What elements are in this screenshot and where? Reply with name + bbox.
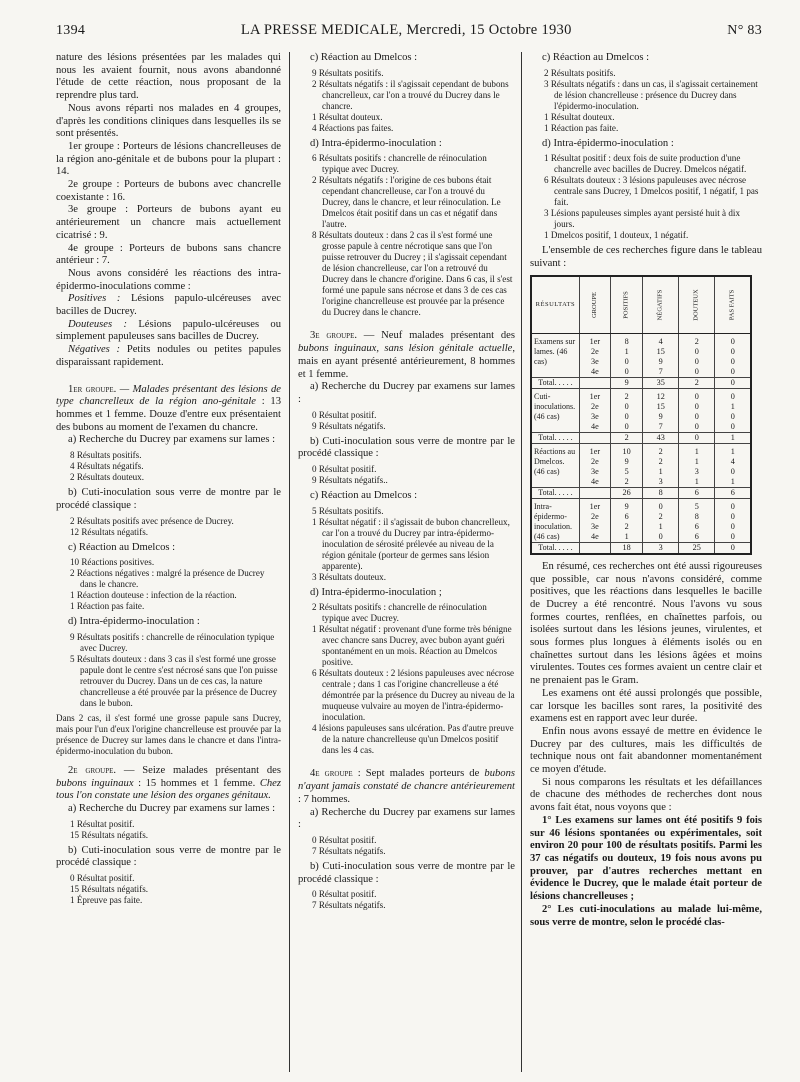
- table-cell: 4e: [579, 367, 610, 378]
- term: Douteuses :: [68, 318, 127, 330]
- table-cell: 4: [715, 457, 751, 467]
- definition: Lésions papulo-ulcéreuses ou simplement papuleuses sans bacilles de Ducrey.: [56, 318, 282, 343]
- table-cell: 25: [679, 542, 715, 554]
- subheading: c) Réaction au Dmelcos :: [68, 541, 176, 553]
- table-cell: 4: [643, 333, 679, 347]
- subheading: d) Intra-épidermo-inoculation :: [542, 137, 674, 149]
- list-item: 2 Résultats négatifs : l'origine de ces bubons était cependant chancrelleuse, car l'on a trouvé du Ducrey, dans le chancre, et leur réinoculation. Le Dmelcos était positif dans un cas et négatif dans l'autre.: [312, 175, 501, 230]
- paragraph: [530, 815, 762, 904]
- list-item: 0 Résultat positif.: [70, 873, 135, 884]
- subheading: c) Réaction au Dmelcos :: [310, 490, 418, 502]
- table-cell: 0: [715, 357, 751, 367]
- paragraph: 2e groupe : Porteurs de bubons avec chancrelle coexistante : 16.: [56, 179, 281, 203]
- subheading: b) Cuti-inoculation sous verre de montre par le procédé classique :: [298, 860, 515, 885]
- table-cell: 2: [679, 333, 715, 347]
- result-list: [312, 602, 515, 756]
- table-cell: 0: [679, 347, 715, 357]
- table-cell: 1: [679, 443, 715, 457]
- list-item: 8 Résultats positifs.: [70, 450, 142, 461]
- paragraph: [56, 344, 281, 369]
- columns: [56, 52, 762, 1072]
- table-cell: 4e: [579, 477, 610, 488]
- table-cell: 6: [679, 522, 715, 532]
- table-cell: 0: [679, 357, 715, 367]
- table-row: [531, 443, 751, 457]
- list-item: 0 Résultat positif.: [312, 464, 377, 475]
- list-item: 3 Résultats négatifs : dans un cas, il s'agissait certainement de lésion chancrelleuse : présence du Ducrey dans l'épidermo-inoculation.: [544, 78, 758, 111]
- group-label: 2e groupe.: [68, 764, 117, 776]
- group-desc: — Neuf malades présentant des: [357, 330, 515, 342]
- result-list: [312, 153, 515, 318]
- group-desc: bubons inguinaux, sans lésion génitale actuelle: [298, 343, 513, 355]
- list-item: 1 Réaction douteuse : infection de la réaction.: [70, 590, 237, 601]
- list-item: 9 Résultats positifs.: [312, 67, 384, 78]
- group-desc: bubons n'ayant jamais constaté de chancre antérieurement: [298, 768, 515, 793]
- table-cell: 1er: [579, 443, 610, 457]
- group-label: 1er groupe.: [68, 383, 117, 395]
- table-cell: 0: [715, 377, 751, 388]
- table-cell: 2: [679, 377, 715, 388]
- result-list: [70, 450, 281, 483]
- list-item: 2 Résultats positifs.: [544, 67, 616, 78]
- table-cell: 1: [610, 532, 642, 543]
- table-cell: 1: [715, 477, 751, 488]
- subheading: c) Réaction au Dmelcos :: [310, 52, 418, 63]
- table-cell: 0: [610, 367, 642, 378]
- table-cell: 1: [643, 522, 679, 532]
- table-cell: 9: [610, 457, 642, 467]
- table-cell: 0: [715, 467, 751, 477]
- table-cell: 3: [643, 542, 679, 554]
- term: Négatives :: [68, 344, 121, 356]
- table-cell: 10: [610, 443, 642, 457]
- subheading: d) Intra-épidermo-inoculation :: [68, 616, 200, 628]
- table-cell: 0: [715, 512, 751, 522]
- table-cell: 8: [610, 333, 642, 347]
- table-cell: 1er: [579, 498, 610, 512]
- result-list: [70, 873, 281, 906]
- table-row: [531, 498, 751, 512]
- table-cell: 0: [679, 422, 715, 433]
- table-cell: 0: [679, 402, 715, 412]
- table-cell: 2e: [579, 512, 610, 522]
- result-list: [544, 68, 762, 134]
- list-item: 1 Résultat positif : deux fois de suite production d'une chancrelle avec bacilles de Ducrey. Dmelcos négatif.: [544, 153, 747, 175]
- subheading: a) Recherche du Ducrey par examens sur lames :: [298, 806, 515, 831]
- table-body: [531, 333, 751, 554]
- subheading: b) Cuti-inoculation sous verre de montre par le procédé classique :: [56, 844, 281, 869]
- table-cell: 0: [715, 333, 751, 347]
- table-cell: 0: [643, 498, 679, 512]
- table-cell: 7: [643, 422, 679, 433]
- table-cell: 8: [643, 487, 679, 498]
- table-cell: 0: [679, 412, 715, 422]
- table-cell: 0: [715, 522, 751, 532]
- subheading: a) Recherche du Ducrey par examens sur lames :: [68, 434, 276, 446]
- table-cell: 0: [715, 542, 751, 554]
- result-list: [70, 632, 281, 709]
- list-item: 2 Résultats positifs avec présence de Ducrey.: [70, 515, 234, 526]
- table-total-row: [531, 542, 751, 554]
- group-count: : 15 hommes et 1 femme.: [133, 777, 260, 789]
- table-cell: 6: [679, 532, 715, 543]
- list-item: 1 Résultat négatif : provenant d'une forme très bénigne avec chancre sans Ducrey, avec bubon ayant guéri spontanément en un mois. Réaction au Dmelcos positive.: [312, 624, 512, 668]
- group-desc: bubons inguinaux: [56, 777, 134, 789]
- list-item: 3 Lésions papuleuses simples ayant persisté huit à dix jours.: [544, 208, 740, 230]
- column-2: [289, 52, 521, 1072]
- list-item: 5 Résultats positifs.: [312, 505, 384, 516]
- subheading: a) Recherche du Ducrey par examens sur lames :: [298, 381, 515, 405]
- table-total-row: [531, 432, 751, 443]
- table-cell: 1: [715, 432, 751, 443]
- list-item: 9 Résultats positifs : chancrelle de réinoculation typique avec Ducrey.: [70, 631, 275, 653]
- table-cell: [579, 542, 610, 554]
- table-cell: 1: [715, 402, 751, 412]
- table-header: RÉSULTATS: [531, 276, 579, 334]
- table-cell: 3e: [579, 412, 610, 422]
- table-header: PAS FAITS: [715, 276, 751, 334]
- subheading: b) Cuti-inoculation sous verre de montre par le procédé classique :: [298, 435, 515, 460]
- group-label: 4e groupe: [310, 768, 353, 780]
- group-label: 3e groupe.: [310, 330, 357, 342]
- list-item: 4 Résultats négatifs.: [70, 461, 144, 472]
- table-cell: 2e: [579, 402, 610, 412]
- bold-finding: 2° Les cuti-inoculations au malade lui-même, sous verre de montre, selon le procédé clas-: [530, 903, 762, 928]
- table-cell: 0: [715, 367, 751, 378]
- list-item: 1 Dmelcos positif, 1 douteux, 1 négatif.: [544, 230, 689, 241]
- list-item: 0 Résultat positif.: [312, 409, 377, 420]
- table-cell: 5: [610, 467, 642, 477]
- table-cell: 6: [679, 487, 715, 498]
- list-item: 1 Résultat douteux.: [544, 111, 615, 122]
- table-cell: 0: [679, 432, 715, 443]
- table-cell: 1: [715, 443, 751, 457]
- paragraph: nature des lésions présentées par les malades qui nous les avaient fournit, nous avons abandonné l'étude de cette réaction, nous proposant de la reprendre plus tard.: [56, 52, 281, 102]
- paragraph: [530, 904, 762, 929]
- table-cell: 2: [643, 443, 679, 457]
- table-cell: Examens sur lames. (46 cas): [531, 333, 579, 377]
- table-cell: 4e: [579, 422, 610, 433]
- definition: Petits nodules ou petites papules disparaissant rapidement.: [56, 344, 282, 368]
- note: Dans 2 cas, il s'est formé une grosse papule sans Ducrey, mais pour l'un d'eux l'origine chancrelleuse est prouvée par la présence de Ducrey sur lames dans le chancre et dans l'intra-épidermo-inoculation du bubon.: [56, 712, 281, 756]
- table-cell: 1er: [579, 333, 610, 347]
- table-cell: [579, 432, 610, 443]
- table-cell: 0: [679, 388, 715, 402]
- list-item: 2 Résultats positifs : chancrelle de réinoculation typique avec Ducrey.: [312, 602, 487, 624]
- table-header: DOUTEUX: [679, 276, 715, 334]
- table-cell: 3e: [579, 467, 610, 477]
- table-cell: 9: [643, 412, 679, 422]
- table-header-row: [531, 276, 751, 334]
- table-cell: 7: [643, 367, 679, 378]
- result-list: [312, 410, 515, 432]
- table-cell: 8: [679, 512, 715, 522]
- list-item: 15 Résultats négatifs.: [70, 884, 149, 895]
- table-cell: 2: [643, 457, 679, 467]
- table-header: NÉGATIFS: [643, 276, 679, 334]
- table-cell: 3: [643, 477, 679, 488]
- list-item: 1 Réaction pas faite.: [70, 601, 145, 612]
- group-heading: [298, 330, 515, 381]
- table-cell: 0: [610, 402, 642, 412]
- list-item: 2 Résultats négatifs : il s'agissait cependant de bubons chancrelleux, car l'on a trouvé du Ducrey dans le chancre.: [312, 78, 509, 111]
- list-item: 1 Réaction pas faite.: [544, 122, 619, 133]
- table-cell: 9: [610, 498, 642, 512]
- list-item: 0 Résultat positif.: [312, 889, 377, 900]
- paragraph: Si nous comparons les résultats et les défaillances de chacune des méthodes de recherches dont nous avons fait état, nous voyons que :: [530, 776, 762, 814]
- issue-number: N° 83: [727, 23, 762, 38]
- table-cell: 2e: [579, 347, 610, 357]
- table-cell: 3e: [579, 522, 610, 532]
- group-heading: [56, 384, 281, 435]
- table-cell: 12: [643, 388, 679, 402]
- result-list: [312, 68, 515, 134]
- table-cell: 0: [715, 388, 751, 402]
- total-label: Total. . . . .: [531, 377, 579, 388]
- group-count: : 7 hommes.: [298, 793, 351, 805]
- table-cell: 0: [610, 412, 642, 422]
- list-item: 1 Résultat douteux.: [312, 111, 383, 122]
- result-list: [70, 557, 281, 612]
- paragraph: 1er groupe : Porteurs de lésions chancrelleuses de la région ano-génitale et de bubons pour la plupart : 14.: [56, 140, 281, 178]
- table-cell: 35: [643, 377, 679, 388]
- list-item: 9 Résultats négatifs.: [312, 420, 386, 431]
- table-total-row: [531, 377, 751, 388]
- table-total-row: [531, 487, 751, 498]
- table-cell: 1: [610, 347, 642, 357]
- results-table: [530, 275, 752, 555]
- table-cell: Cuti-inoculations. (46 cas): [531, 388, 579, 432]
- page-number: 1394: [56, 23, 86, 38]
- paragraph: Nous avons réparti nos malades en 4 groupes, d'après les conditions cliniques dans lesquelles ils se sont présentés.: [56, 102, 281, 140]
- table-cell: 18: [610, 542, 642, 554]
- paragraph: L'ensemble de ces recherches figure dans le tableau suivant :: [530, 245, 762, 270]
- group-heading: [56, 765, 281, 803]
- list-item: 15 Résultats négatifs.: [70, 829, 149, 840]
- table-cell: 0: [610, 357, 642, 367]
- list-item: 0 Résultat positif.: [312, 834, 377, 845]
- total-label: Total. . . . .: [531, 542, 579, 554]
- table-cell: 2: [610, 522, 642, 532]
- table-cell: 15: [643, 402, 679, 412]
- list-item: 5 Résultats douteux : dans 3 cas il s'est formé une grosse papule dont le centre s'est nécrosé sans que l'on puisse retrouver du Ducrey. Dans un de ces cas, la nature chancrelleuse a été prouvée par la présence de Ducrey dans le bubon.: [70, 653, 278, 708]
- table-row: [531, 333, 751, 347]
- subheading: d) Intra-épidermo-inoculation :: [310, 137, 442, 149]
- subheading: d) Intra-épidermo-inoculation ;: [310, 586, 442, 598]
- table-cell: 15: [643, 347, 679, 357]
- result-list: [312, 464, 515, 486]
- table-cell: 1er: [579, 388, 610, 402]
- result-list: [312, 889, 515, 911]
- result-list: [70, 819, 281, 841]
- table-cell: 0: [610, 422, 642, 433]
- list-item: 10 Réactions positives.: [70, 557, 155, 568]
- list-item: 4 Réactions pas faites.: [312, 122, 394, 133]
- list-item: 12 Résultats négatifs.: [70, 526, 149, 537]
- list-item: 1 Résultat positif.: [70, 818, 135, 829]
- table-cell: 2: [610, 432, 642, 443]
- table-cell: 6: [715, 487, 751, 498]
- paragraph: Enfin nous avons essayé de mettre en évidence le Ducrey par des cultures, mais les difficultés de technique nous ont fait abandonner momentanément ce moyen d'étude.: [530, 725, 762, 776]
- table-cell: 0: [679, 367, 715, 378]
- table-header: POSITIFS: [610, 276, 642, 334]
- bold-finding: 1° Les examens sur lames ont été positifs 9 fois sur 46 lésions spontanées ou expérimentales, soit environ 20 pour 100 de résultats positifs. Parmi les 37 cas négatifs ou douteux, 19 fois nous avons pu prouver, par d'autres recherches mettant en évidence le Ducrey, que le malade était porteur de lésions chancrelleuses ;: [530, 814, 762, 903]
- table-cell: 0: [643, 532, 679, 543]
- list-item: 1 Épreuve pas faite.: [70, 895, 143, 906]
- result-list: [312, 506, 515, 583]
- table-cell: 4e: [579, 532, 610, 543]
- table-cell: 43: [643, 432, 679, 443]
- result-list: [544, 153, 762, 241]
- table-cell: 9: [643, 357, 679, 367]
- group-count: , mais en ayant présenté antérieurement, 8 hommes et 1 femme.: [298, 343, 515, 380]
- page-header: [56, 22, 762, 39]
- group-desc: — Malades présentant des lésions de type chancrelleux de la région ano-génitale: [56, 383, 281, 408]
- list-item: 6 Résultats douteux : 3 lésions papuleuses avec nécrose centrale sans Ducrey, 1 Dmelcos positif, 1 négatif, 1 pas fait.: [544, 175, 759, 208]
- table-cell: 3e: [579, 357, 610, 367]
- table-header: GROUPE: [579, 276, 610, 334]
- result-list: [70, 516, 281, 538]
- paragraph: Les examens ont été aussi prolongés que possible, car lorsque les bacilles sont rares, la positivité des examens est en rapport avec leur durée.: [530, 687, 762, 725]
- list-item: 7 Résultats négatifs.: [312, 900, 386, 911]
- list-item: 6 Résultats positifs : chancrelle de réinoculation typique avec Ducrey.: [312, 153, 487, 175]
- list-item: 9 Résultats négatifs..: [312, 475, 388, 486]
- list-item: 6 Résultats douteux : 2 lésions papuleuses avec nécrose centrale ; dans 1 cas l'origine chancrelleuse a été démontrée par la présence du Ducrey au niveau de la muqueuse vulvaire au moyen de l'intra-épidermo-inoculation.: [312, 668, 515, 723]
- table-cell: 0: [715, 498, 751, 512]
- paragraph: Nous avons considéré les réactions des intra-épidermo-inoculations comme :: [56, 267, 281, 292]
- paragraph: [56, 319, 281, 344]
- table-cell: 2: [610, 477, 642, 488]
- column-3: [521, 52, 762, 1072]
- table-cell: 1: [679, 477, 715, 488]
- table-cell: 1: [643, 467, 679, 477]
- subheading: c) Réaction au Dmelcos :: [542, 52, 650, 63]
- paragraph: 4e groupe : Porteurs de bubons sans chancre antérieur : 7.: [56, 242, 281, 267]
- table-cell: 3: [679, 467, 715, 477]
- total-label: Total. . . . .: [531, 432, 579, 443]
- term: Positives :: [68, 293, 121, 305]
- list-item: 3 Résultats douteux.: [312, 571, 387, 582]
- table-cell: 26: [610, 487, 642, 498]
- group-desc: — Seize malades présentant des: [116, 764, 281, 776]
- table-cell: 1: [679, 457, 715, 467]
- group-count: : 13 hommes et 1 femme. Douze d'entre eux présentaient des bubons au moment de l'examen du chancre.: [56, 396, 281, 433]
- table-cell: Réactions au Dmelcos. (46 cas): [531, 443, 579, 487]
- table-cell: 5: [679, 498, 715, 512]
- list-item: 1 Résultat négatif : il s'agissait de bubon chancrelleux, car l'on a trouvé du Ducrey par intra-épidermo-inoculation de sérosité prélevée au niveau de la région génitale (porteur de germes sans lésion apparente).: [312, 516, 510, 571]
- group-heading: [298, 768, 515, 806]
- subheading: a) Recherche du Ducrey par examens sur lames :: [68, 803, 276, 815]
- table-cell: 0: [715, 532, 751, 543]
- list-item: 7 Résultats négatifs.: [312, 845, 386, 856]
- paragraph: 3e groupe : Porteurs de bubons ayant eu antérieurement un chancre mais actuellement cicatrisé : 9.: [56, 204, 281, 241]
- table-cell: 0: [715, 412, 751, 422]
- table-cell: Intra-épidermo-inoculation. (46 cas): [531, 498, 579, 542]
- list-item: 2 Résultats douteux.: [70, 472, 145, 483]
- total-label: Total. . . . .: [531, 487, 579, 498]
- table-cell: [579, 377, 610, 388]
- journal-title: LA PRESSE MEDICALE, Mercredi, 15 Octobre 1930: [240, 22, 572, 38]
- list-item: 4 lésions papuleuses sans ulcération. Pas d'autre preuve de la nature chancrelleuse qu'un Dmelcos positif dans les 4 cas.: [312, 723, 514, 756]
- table-row: [531, 388, 751, 402]
- group-note: Chez tous l'on constate une lésion des organes génitaux.: [56, 777, 281, 802]
- column-1: [56, 52, 289, 1072]
- table-cell: 2: [610, 388, 642, 402]
- subheading: b) Cuti-inoculation sous verre de montre par le procédé classique :: [56, 487, 281, 511]
- table-cell: 6: [610, 512, 642, 522]
- paragraph: [56, 293, 281, 318]
- group-desc: : Sept malades porteurs de: [352, 768, 485, 780]
- paragraph: En résumé, ces recherches ont été aussi rigoureuses que possible, car nous n'avons considéré, comme positives, que les réactions dans lesquelles le bacille de Ducrey a été rencontré. Nous l'avons vu sous formes courtes, renflées, en chaînettes parfois, ou isolées surtout dans les lésions jeunes, virulentes, et sous formes plus longues à éléments isolés ou en chaînettes surtout dans les lésions âgées et moins virulentes. Toutes ces formes avaient un centre clair et ne prenaient pas le Gram.: [530, 560, 762, 687]
- list-item: 2 Réactions négatives : malgré la présence de Ducrey dans le chancre.: [70, 568, 265, 590]
- definition: Lésions papulo-ulcéreuses avec bacilles de Ducrey.: [56, 293, 281, 318]
- table-cell: [579, 487, 610, 498]
- list-item: 8 Résultats douteux : dans 2 cas il s'est formé une grosse papule à centre nécrotique sans que l'on puisse retrouver du Ducrey ; il s'agissait cependant de lésion chancrelleuse, car l'on a retrouvé du Ducrey dans le chancre d'origine. Dans 6 cas, il s'est formé une papule sans nécrose et dans 3 de ces cas l'origine chancrelleuse est prouvée par la présence du Ducrey dans le chancre.: [312, 230, 513, 318]
- table-cell: 9: [610, 377, 642, 388]
- table-cell: 0: [715, 422, 751, 433]
- result-list: [312, 835, 515, 857]
- table-cell: 2e: [579, 457, 610, 467]
- table-cell: 0: [715, 347, 751, 357]
- table-cell: 2: [643, 512, 679, 522]
